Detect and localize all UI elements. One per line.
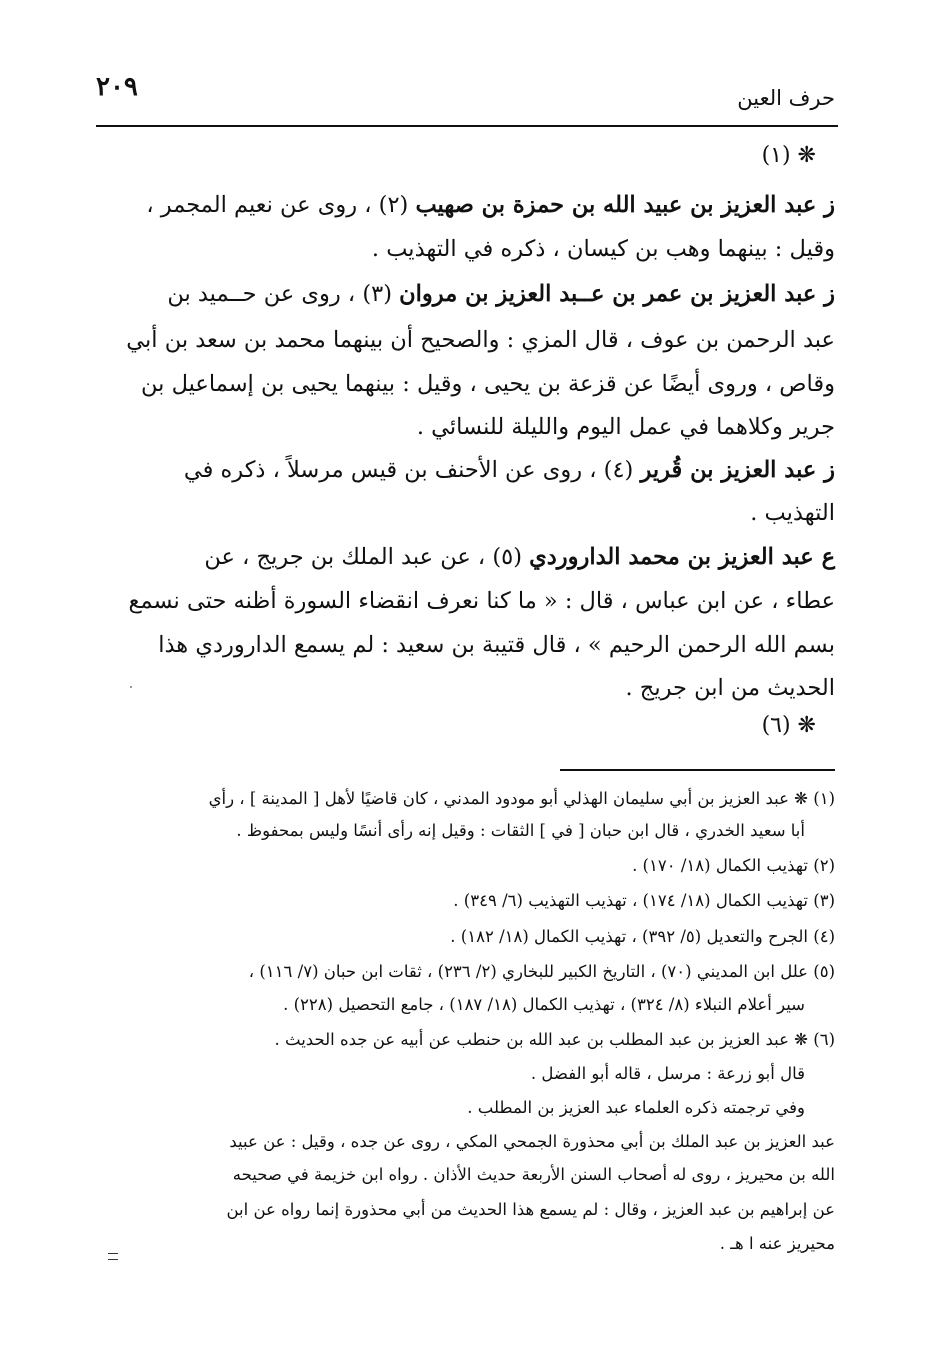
entry-text: ، عن عبد الملك بن جريج ، عن bbox=[204, 544, 486, 570]
entry-5-line-4: الحديث من ابن جريج . bbox=[625, 675, 835, 701]
footnote-5-line-1: (٥) علل ابن المديني (٧٠) ، التاريخ الكبير للبخاري (٢/ ٢٣٦) ، ثقات ابن حبان (٧/ ١١٦) ، bbox=[248, 962, 835, 981]
entry-name: عبد العزيز بن محمد الداروردي bbox=[529, 544, 814, 570]
entry-marker-1: (١) ❋ bbox=[761, 143, 816, 168]
footnote-3: (٣) تهذيب الكمال (١٨/ ١٧٤) ، تهذيب التهذيب (٦/ ٣٤٩) . bbox=[453, 891, 835, 910]
entry-text: ، روى عن حــميد بن bbox=[167, 281, 356, 307]
entry-name: عبد العزيز بن عبيد الله بن حمزة بن صهيب bbox=[415, 192, 817, 218]
entry-letter: ع bbox=[813, 544, 835, 570]
entry-5-line-2: عطاء ، عن ابن عباس ، قال : « ما كنا نعرف انقضاء السورة أظنه حتى نسمع bbox=[128, 588, 835, 614]
entry-4-line-1 bbox=[184, 457, 835, 483]
footnote-ref: (٢) bbox=[371, 192, 416, 218]
footnote-4: (٤) الجرح والتعديل (٥/ ٣٩٢) ، تهذيب الكمال (١٨/ ١٨٢) . bbox=[450, 927, 835, 946]
entry-4-line-2: التهذيب . bbox=[750, 500, 835, 526]
header-rule bbox=[96, 125, 838, 127]
footnote-6-line-6: عن إبراهيم بن عبد العزيز ، وقال : لم يسمع هذا الحديث من أبي محذورة إنما رواه عن ابن bbox=[226, 1200, 835, 1219]
entry-3-line-4: جرير وكلاهما في عمل اليوم والليلة للنسائي . bbox=[416, 414, 835, 440]
footnote-6-line-3: وفي ترجمته ذكره العلماء عبد العزيز بن المطلب . bbox=[467, 1098, 805, 1117]
footnote-6-line-1: (٦) ❋ عبد العزيز بن عبد المطلب بن عبد الله بن حنطب عن أبيه عن جده الحديث . bbox=[274, 1030, 835, 1049]
entry-3-line-1 bbox=[167, 281, 835, 307]
footnote-1-line-2: أبا سعيد الخدري ، قال ابن حبان [ في ] الثقات : وقيل إنه رأى أنسًا وليس بمحفوظ . bbox=[236, 821, 805, 840]
entry-3-line-3: وقاص ، وروى أيضًا عن قزعة بن يحيى ، وقيل : بينهما يحيى بن إسماعيل بن bbox=[141, 371, 835, 397]
entry-letter: ز bbox=[816, 457, 835, 483]
scan-mark bbox=[108, 1253, 118, 1260]
footnote-2: (٢) تهذيب الكمال (١٨/ ١٧٠) . bbox=[632, 856, 835, 875]
entry-text: ، روى عن الأحنف بن قيس مرسلاً ، ذكره في bbox=[183, 457, 597, 483]
footnote-5-line-2: سير أعلام النبلاء (٨/ ٣٢٤) ، تهذيب الكمال (١٨/ ١٨٧) ، جامع التحصيل (٢٢٨) . bbox=[283, 995, 805, 1014]
entry-text: ، روى عن نعيم المجمر ، bbox=[146, 192, 372, 218]
footnote-rule bbox=[560, 769, 835, 771]
footnote-1-line-1: (١) ❋ عبد العزيز بن أبي سليمان الهذلي أبو مودود المدني ، كان قاضيًا لأهل [ المدينة ] ، رأي bbox=[208, 789, 835, 808]
entry-3-line-2: عبد الرحمن بن عوف ، قال المزي : والصحيح أن بينهما محمد بن سعد بن أبي bbox=[126, 327, 835, 353]
footnote-ref: (٤) bbox=[596, 457, 641, 483]
entry-5-line-1 bbox=[204, 544, 835, 570]
entry-letter: ز bbox=[816, 192, 835, 218]
footnote-6-line-2: قال أبو زرعة : مرسل ، قاله أبو الفضل . bbox=[530, 1064, 805, 1083]
footnote-6-line-5: الله بن محيريز ، روى له أصحاب السنن الأربعة حديث الأذان . رواه ابن خزيمة في صحيحه bbox=[232, 1165, 835, 1184]
page-number: ٢٠٩ bbox=[96, 72, 138, 102]
footnote-6-line-7: محيريز عنه ا هـ . bbox=[719, 1234, 835, 1253]
entry-name: عبد العزيز بن عمر بن عــبد العزيز بن مروان bbox=[399, 281, 817, 307]
footnote-6-line-4: عبد العزيز بن عبد الملك بن أبي محذورة الجمحي المكي ، روى عن جده ، وقيل : عن عبيد bbox=[229, 1132, 835, 1151]
entry-5-line-3: بسم الله الرحمن الرحيم » ، قال قتيبة بن سعيد : لم يسمع الداروردي هذا bbox=[158, 632, 835, 658]
entry-name: عبد العزيز بن قُرير bbox=[640, 457, 817, 483]
scan-speck bbox=[130, 686, 132, 688]
footnote-ref: (٣) bbox=[355, 281, 400, 307]
entry-letter: ز bbox=[816, 281, 835, 307]
entry-2-line-1 bbox=[146, 192, 835, 218]
running-title: حرف العين bbox=[737, 86, 835, 110]
entry-2-line-2: وقيل : بينهما وهب بن كيسان ، ذكره في التهذيب . bbox=[371, 236, 835, 262]
footnote-ref: (٥) bbox=[485, 544, 530, 570]
entry-marker-6: (٦) ❋ bbox=[761, 713, 816, 738]
